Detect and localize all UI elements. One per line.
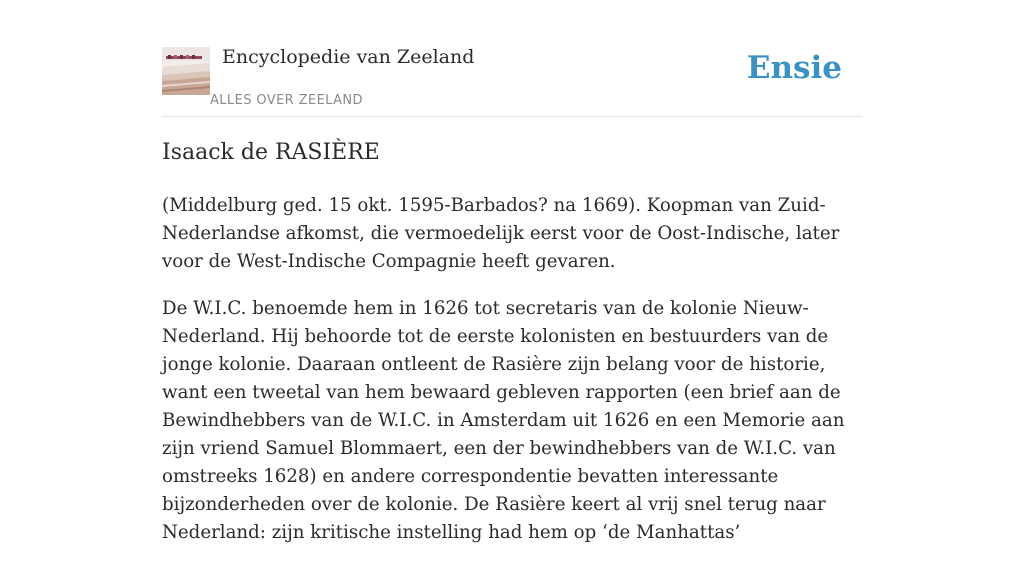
article-title: Isaack de RASIÈRE — [162, 140, 380, 165]
site-header — [162, 0, 862, 117]
page-container — [162, 0, 862, 543]
site-avatar[interactable] — [162, 47, 210, 95]
article-paragraph: (Middelburg ged. 15 okt. 1595-Barbados? na 1669). Koopman van Zuid-Nederlandse afkomst, die vermoedelijk eerst voor de Oost-Indische, later voor de West-Indische Compagnie heeft gevaren. — [162, 195, 840, 272]
site-subtitle: ALLES OVER ZEELAND — [210, 93, 363, 108]
site-title[interactable]: Encyclopedie van Zeeland — [222, 46, 475, 68]
article-body — [162, 192, 862, 566]
article-paragraph: De W.I.C. benoemde hem in 1626 tot secretaris van de kolonie Nieuw-Nederland. Hij behoorde tot de eerste kolonisten en bestuurders van de jonge kolonie. Daaraan ontleent de Rasière zijn belang voor de historie, want een tweetal van hem bewaard gebleven rapporten (een brief aan de Bewindhebbers van de W.I.C. in Amsterdam uit 1626 en een Memorie aan zijn vriend Samuel Blommaert, een der bewindhebbers van de W.I.C. van omstreeks 1628) en andere correspondentie bevatten interessante bijzonderheden over de kolonie. De Rasière keert al vrij snel terug naar Nederland: zijn kritische instelling had hem op ‘de Manhattas’ — [162, 298, 845, 543]
ensie-logo-link[interactable]: Ensie — [746, 50, 842, 86]
book-stack-icon — [162, 47, 210, 95]
